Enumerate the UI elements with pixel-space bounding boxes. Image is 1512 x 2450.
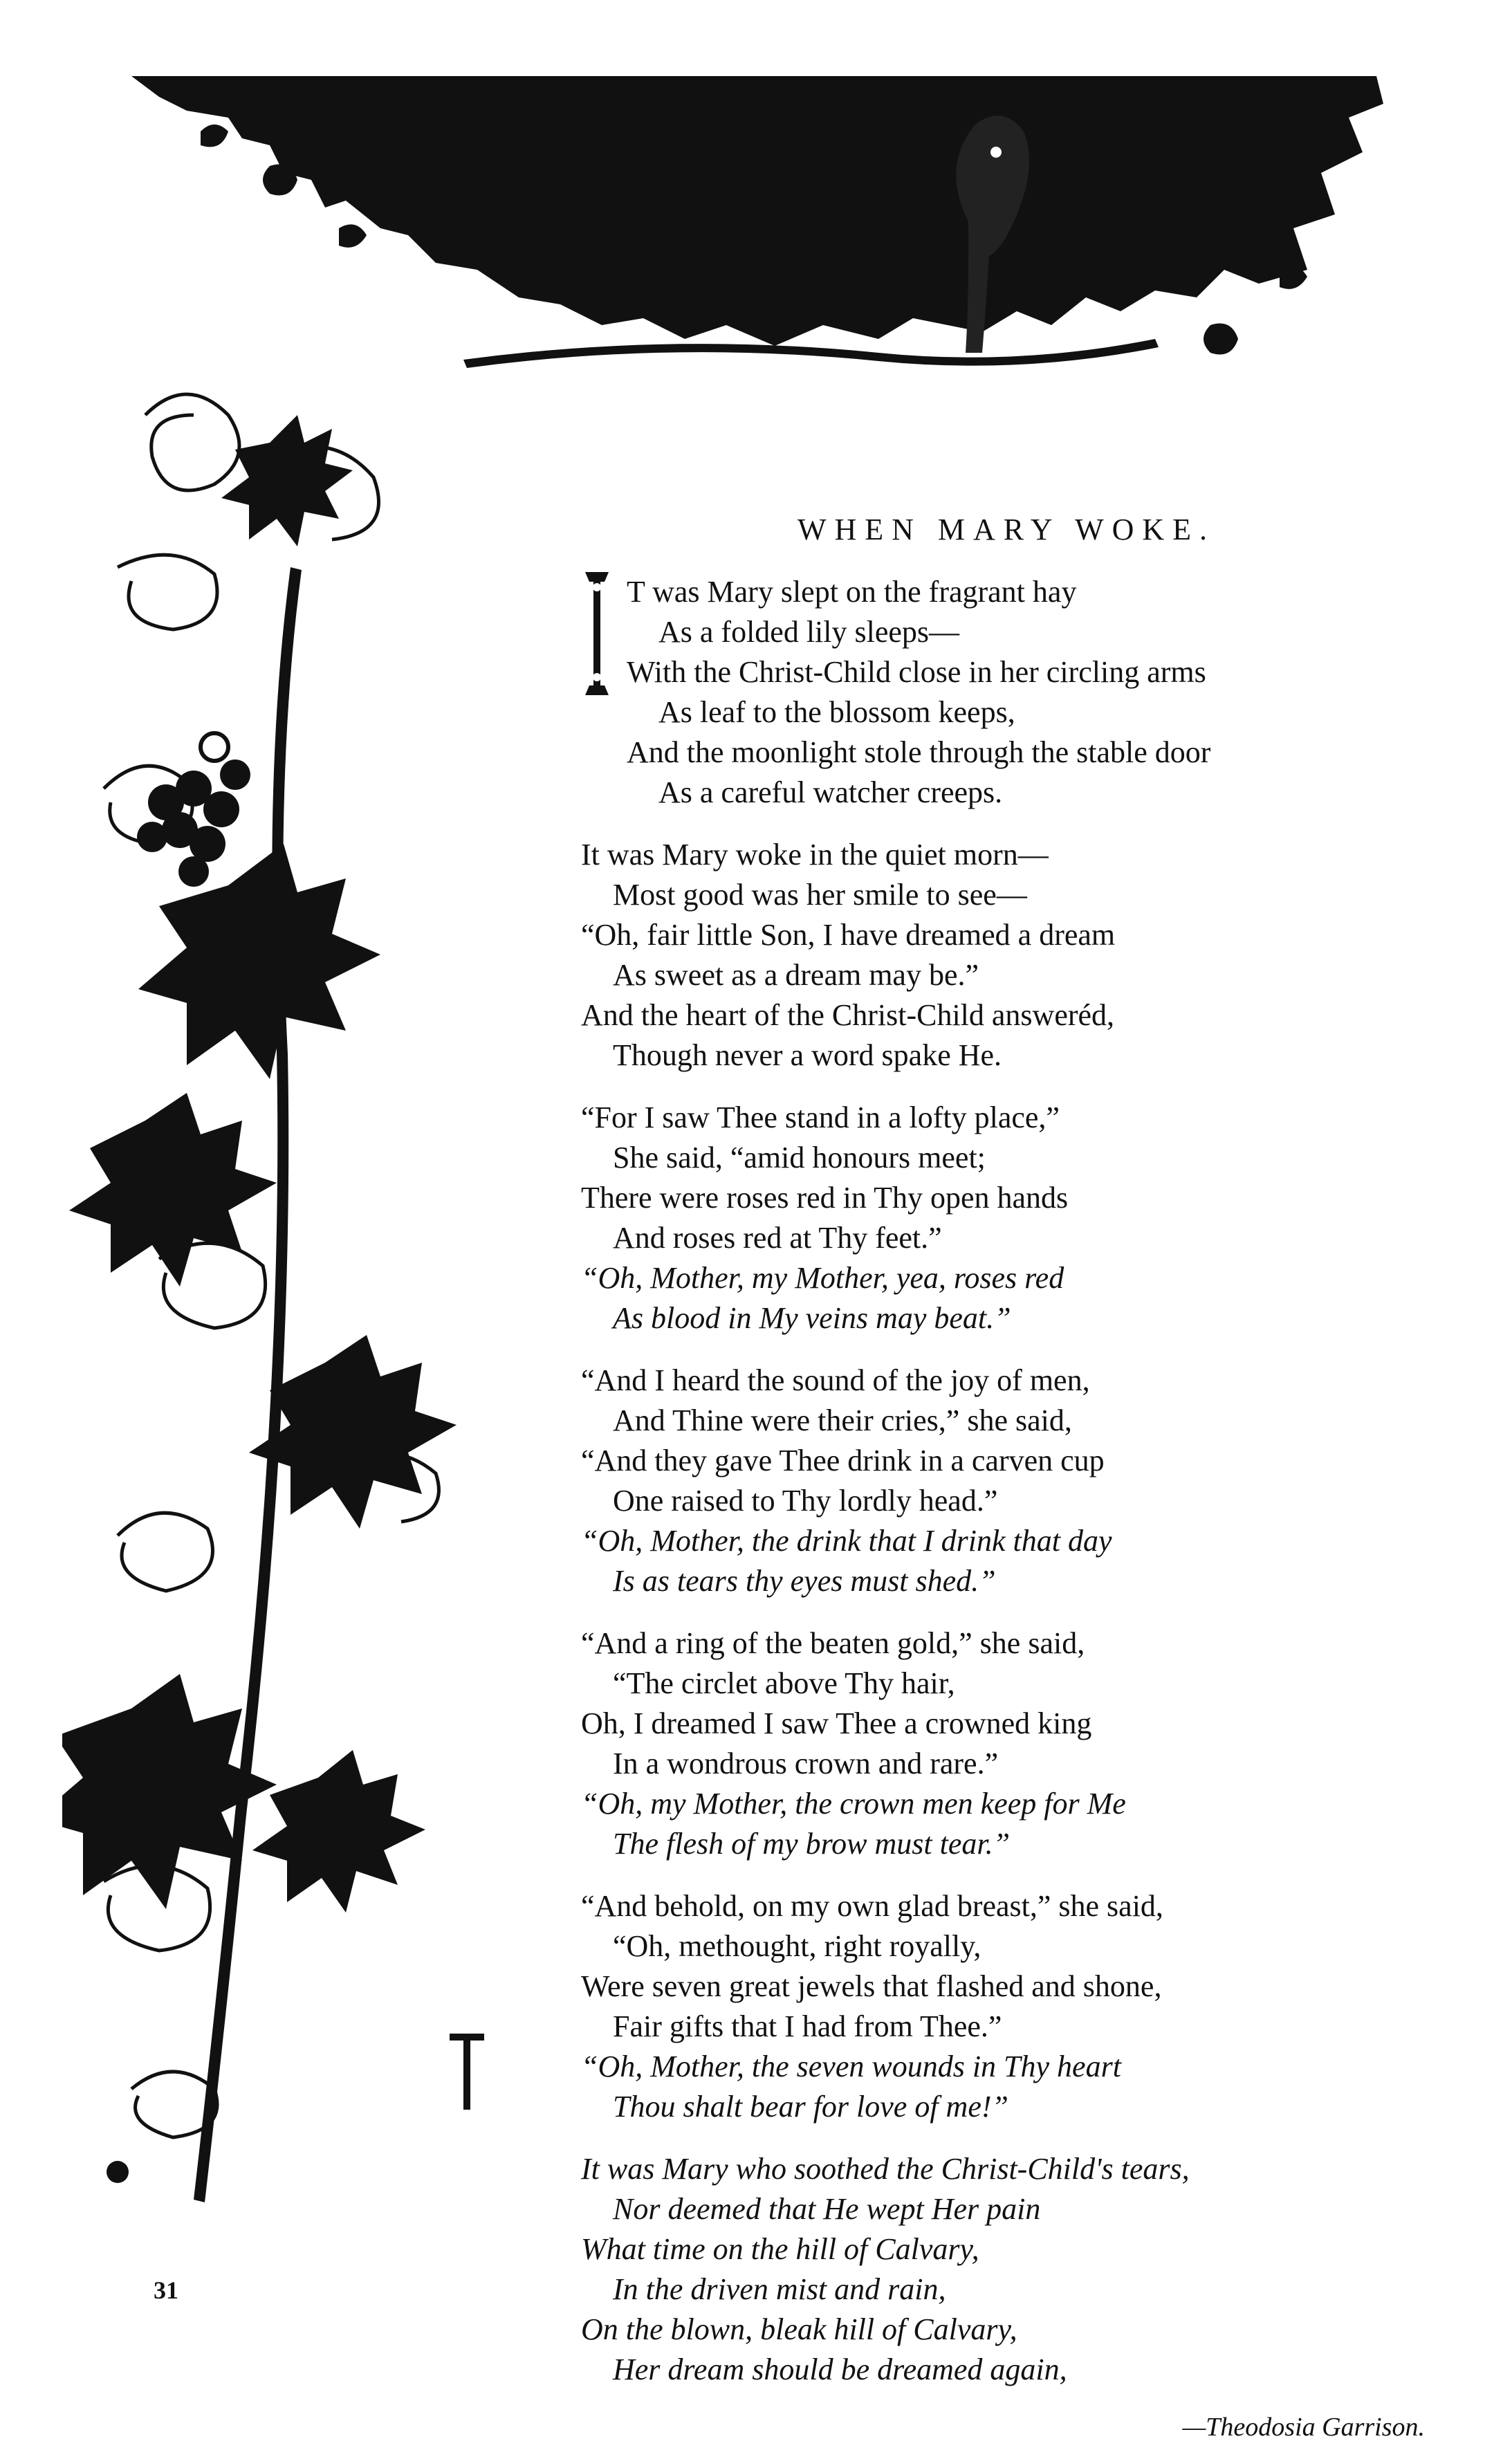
- stanza: [581, 1886, 1432, 2127]
- stanza: [581, 1098, 1432, 1338]
- stanza: [581, 835, 1432, 1076]
- poem-line: “Oh, Mother, my Mother, yea, roses red: [581, 1261, 1064, 1295]
- poem-line: One raised to Thy lordly head.”: [613, 1484, 998, 1518]
- poem-line: It was Mary who soothed the Christ-Child's tears,: [581, 2152, 1190, 2186]
- poem-line: In a wondrous crown and rare.”: [613, 1747, 999, 1780]
- poem-line: And roses red at Thy feet.”: [613, 1221, 942, 1255]
- poem-line: “And I heard the sound of the joy of men,: [581, 1363, 1090, 1397]
- poem-line: “Oh, my Mother, the crown men keep for Me: [581, 1787, 1126, 1821]
- poem-line: It was Mary woke in the quiet morn—: [581, 838, 1049, 872]
- poem-line: Is as tears thy eyes must shed.”: [613, 1564, 996, 1598]
- poem-line: As a careful watcher creeps.: [658, 775, 1003, 809]
- poem-block: [581, 512, 1432, 2442]
- poem-line: “Oh, Mother, the drink that I drink that day: [581, 1524, 1112, 1558]
- poem-line: Most good was her smile to see—: [613, 878, 1027, 912]
- poem-line: “And a ring of the beaten gold,” she said,: [581, 1626, 1085, 1660]
- poem-line: Though never a word spake He.: [613, 1038, 1002, 1072]
- poem-line: “And they gave Thee drink in a carven cup: [581, 1444, 1105, 1477]
- poem-line: “For I saw Thee stand in a lofty place,”: [581, 1100, 1060, 1134]
- stanza: [581, 1361, 1432, 1601]
- stanza: [581, 572, 1432, 813]
- poem-line: There were roses red in Thy open hands: [581, 1181, 1069, 1215]
- poem-line: Her dream should be dreamed again,: [613, 2352, 1067, 2386]
- poem-line: As leaf to the blossom keeps,: [658, 695, 1015, 729]
- page-number: 31: [154, 2276, 178, 2304]
- poem-line: On the blown, bleak hill of Calvary,: [581, 2312, 1017, 2346]
- poem-line: “Oh, fair little Son, I have dreamed a dream: [581, 918, 1116, 952]
- poem-line: She said, “amid honours meet;: [613, 1141, 986, 1175]
- poem-line: Fair gifts that I had from Thee.”: [613, 2009, 1002, 2043]
- poem-title: WHEN MARY WOKE.: [797, 513, 1216, 546]
- stanza: [581, 2149, 1432, 2390]
- poem-line: And the heart of the Christ-Child answeréd,: [581, 998, 1115, 1032]
- poem-line: As a folded lily sleeps—: [658, 615, 960, 649]
- poem-line: Oh, I dreamed I saw Thee a crowned king: [581, 1706, 1092, 1740]
- poem-line: As blood in My veins may beat.”: [613, 1301, 1011, 1335]
- poem-line: What time on the hill of Calvary,: [581, 2232, 979, 2266]
- poem-line: The flesh of my brow must tear.”: [613, 1827, 1011, 1861]
- poem-line: Were seven great jewels that flashed and shone,: [581, 1969, 1162, 2003]
- poem-line: In the driven mist and rain,: [613, 2272, 946, 2306]
- author-signature: —Theodosia Garrison.: [1182, 2413, 1425, 2442]
- stanzas-container: [581, 572, 1432, 2390]
- poem-line: And Thine were their cries,” she said,: [613, 1403, 1072, 1437]
- poem-line: With the Christ-Child close in her circling arms: [627, 655, 1206, 689]
- poem-line: As sweet as a dream may be.”: [613, 958, 979, 992]
- drop-cap-ornament: [581, 567, 613, 712]
- poem-line: Nor deemed that He wept Her pain: [613, 2192, 1041, 2226]
- poem-line: And the moonlight stole through the stable door: [627, 735, 1211, 769]
- poem-line: “The circlet above Thy hair,: [613, 1666, 955, 1700]
- stanza: [581, 1623, 1432, 1864]
- poem-line: “Oh, Mother, the seven wounds in Thy heart: [581, 2050, 1121, 2083]
- poem-line: T was Mary slept on the fragrant hay: [627, 575, 1077, 609]
- poem-line: “And behold, on my own glad breast,” she said,: [581, 1889, 1163, 1923]
- poem-line: “Oh, methought, right royally,: [613, 1929, 981, 1963]
- poem-line: Thou shalt bear for love of me!”: [613, 2090, 1008, 2124]
- holly-border-illustration: [62, 360, 546, 2296]
